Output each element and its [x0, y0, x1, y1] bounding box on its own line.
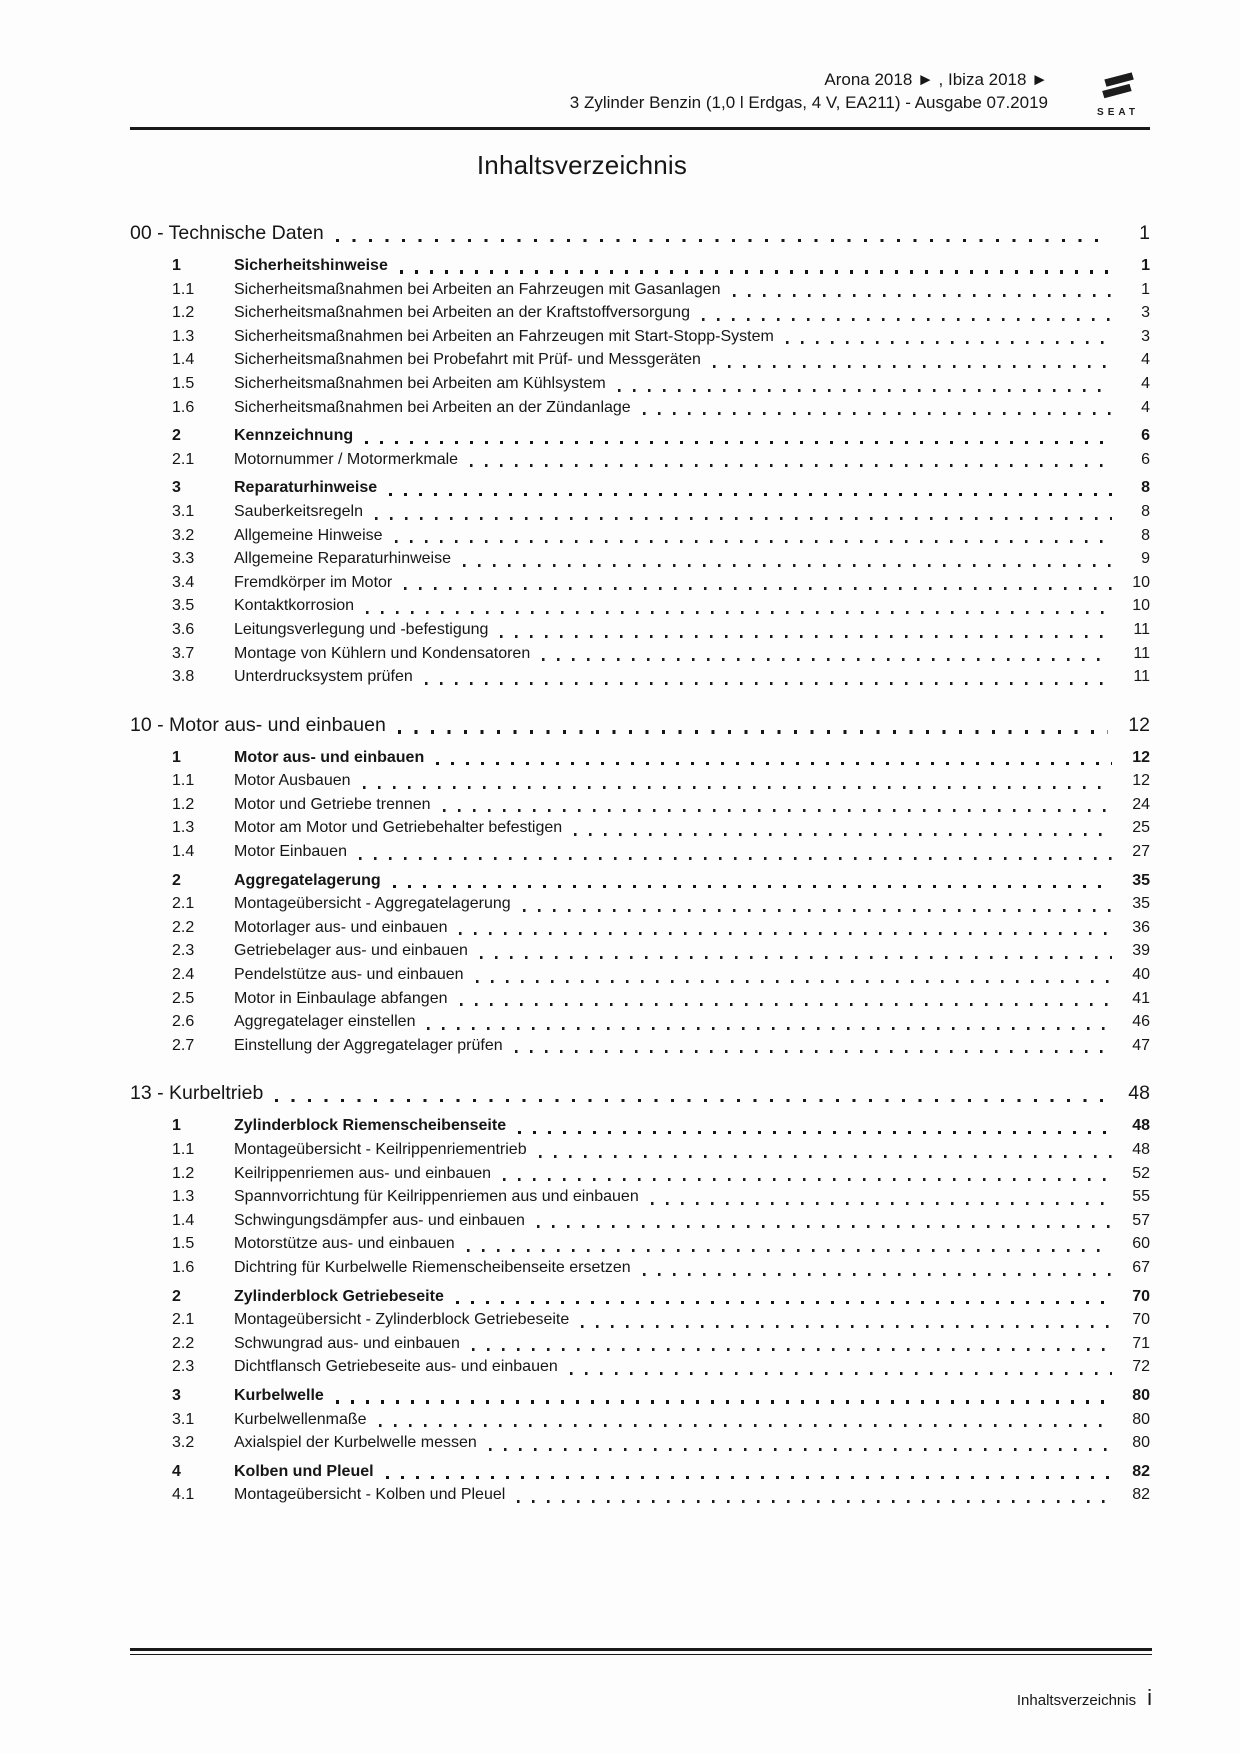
leader-dots — [472, 1348, 1112, 1351]
toc-entry-row — [130, 1408, 1150, 1432]
entry-page-number: 24 — [1132, 795, 1150, 813]
toc-entry-row — [130, 1256, 1150, 1280]
entry-title: Motorstütze aus- und einbauen — [234, 1235, 455, 1253]
leader-dots — [365, 441, 1112, 444]
leader-dots — [517, 1500, 1112, 1503]
toc-entry-row — [130, 348, 1150, 372]
entry-number: 4 — [172, 1462, 181, 1480]
leader-dots — [702, 318, 1112, 321]
entry-page-number: 35 — [1132, 895, 1150, 913]
entry-page-number: 10 — [1132, 597, 1150, 615]
leader-dots — [537, 1225, 1112, 1228]
leader-dots — [515, 1050, 1112, 1053]
toc-entry-row — [130, 963, 1150, 987]
toc-entry-row — [130, 840, 1150, 864]
leader-dots — [359, 857, 1112, 860]
toc-entry-row — [130, 816, 1150, 840]
toc-entry-row — [130, 1483, 1150, 1507]
leader-dots — [379, 1424, 1112, 1427]
toc-entry-row — [130, 642, 1150, 666]
entry-title: Dichtflansch Getriebeseite aus- und einbauen — [234, 1358, 558, 1376]
entry-number: 3.2 — [172, 526, 195, 544]
entry-number: 2.1 — [172, 1311, 195, 1329]
toc-entry-row — [130, 524, 1150, 548]
entry-title: Schwingungsdämpfer aus- und einbauen — [234, 1211, 525, 1229]
leader-dots — [456, 1301, 1112, 1304]
entry-title: Motornummer / Motormerkmale — [234, 450, 459, 468]
chapter-page-number: 12 — [1128, 713, 1150, 736]
entry-page-number: 3 — [1141, 304, 1150, 322]
entry-number: 1.6 — [172, 1258, 195, 1276]
toc-entry-row — [130, 1114, 1150, 1138]
entry-title: Motor und Getriebe trennen — [234, 795, 431, 813]
entry-page-number: 9 — [1141, 550, 1150, 568]
entry-page-number: 27 — [1132, 843, 1150, 861]
toc-entry-row — [130, 1460, 1150, 1484]
leader-dots — [336, 1400, 1112, 1403]
entry-number: 3.7 — [172, 644, 195, 662]
entry-title: Kennzeichnung — [234, 427, 354, 445]
header-line-engine: 3 Zylinder Benzin (1,0 l Erdgas, 4 V, EA211) - Ausgabe 07.2019 — [569, 93, 1048, 112]
entry-page-number: 6 — [1141, 427, 1150, 445]
toc-chapter-row — [130, 219, 1150, 247]
toc-entry-row — [130, 1034, 1150, 1058]
entry-number: 3 — [172, 479, 181, 497]
seat-s-icon — [1095, 66, 1141, 106]
footer-line — [130, 1685, 1152, 1711]
footer-rule — [130, 1648, 1152, 1655]
entry-number: 1.2 — [172, 304, 195, 322]
leader-dots — [404, 587, 1112, 590]
entry-title: Keilrippenriemen aus- und einbauen — [234, 1164, 492, 1182]
entry-number: 3.4 — [172, 573, 195, 591]
entry-title: Kontaktkorrosion — [234, 597, 355, 615]
entry-number: 2.1 — [172, 450, 195, 468]
entry-title: Einstellung der Aggregatelager prüfen — [234, 1036, 503, 1054]
toc-entry-row — [130, 372, 1150, 396]
leader-dots — [389, 493, 1112, 496]
seat-logo — [1086, 66, 1150, 118]
leader-dots — [570, 1372, 1112, 1375]
entry-page-number: 8 — [1141, 479, 1150, 497]
entry-number: 3.3 — [172, 550, 195, 568]
entry-number: 1.2 — [172, 795, 195, 813]
toc-entry-row — [130, 769, 1150, 793]
entry-number: 1.3 — [172, 819, 195, 837]
entry-page-number: 46 — [1132, 1013, 1150, 1031]
entry-number: 1.1 — [172, 772, 195, 790]
entry-number: 3.5 — [172, 597, 195, 615]
leader-dots — [503, 1178, 1112, 1181]
toc-entry-row — [130, 1162, 1150, 1186]
entry-title: Montageübersicht - Kolben und Pleuel — [234, 1486, 506, 1504]
entry-page-number: 10 — [1132, 573, 1150, 591]
entry-page-number: 80 — [1132, 1386, 1150, 1404]
entry-number: 1.5 — [172, 1235, 195, 1253]
entry-number: 2.3 — [172, 1358, 195, 1376]
entry-number: 1.1 — [172, 280, 195, 298]
toc-entry-row — [130, 987, 1150, 1011]
entry-number: 1.1 — [172, 1141, 195, 1158]
leader-dots — [713, 365, 1112, 368]
entry-page-number: 60 — [1132, 1235, 1150, 1253]
leader-dots — [400, 270, 1112, 273]
entry-page-number: 1 — [1141, 257, 1150, 274]
entry-page-number: 12 — [1132, 748, 1150, 766]
chapter-entries — [130, 254, 1150, 689]
entry-number: 2.2 — [172, 918, 195, 936]
toc-entry-row — [130, 793, 1150, 817]
chapter-title: 00 - Technische Daten — [130, 222, 324, 244]
entry-page-number: 12 — [1132, 772, 1150, 790]
entry-number: 2 — [172, 871, 181, 889]
leader-dots — [574, 833, 1112, 836]
leader-dots — [463, 564, 1112, 567]
entry-number: 2.2 — [172, 1334, 195, 1352]
leader-dots — [470, 464, 1112, 467]
entry-page-number: 25 — [1132, 819, 1150, 837]
leader-dots — [427, 1027, 1112, 1030]
leader-dots — [336, 239, 1108, 242]
entry-title: Montageübersicht - Aggregatelagerung — [234, 895, 511, 913]
entry-page-number: 70 — [1132, 1311, 1150, 1329]
toc-entry-row — [130, 1209, 1150, 1233]
entry-page-number: 3 — [1141, 327, 1150, 345]
toc-entry-row — [130, 746, 1150, 770]
page-title: Inhaltsverzeichnis — [476, 150, 688, 180]
entry-page-number: 80 — [1132, 1434, 1150, 1452]
entry-number: 2.1 — [172, 895, 195, 913]
entry-title: Sicherheitsmaßnahmen bei Probefahrt mit Prüf- und Messgeräten — [234, 351, 701, 369]
entry-number: 2.4 — [172, 966, 195, 984]
entry-title: Kolben und Pleuel — [234, 1462, 374, 1480]
toc-entry-row — [130, 665, 1150, 689]
leader-dots — [489, 1448, 1112, 1451]
entry-title: Motor Einbauen — [234, 843, 347, 861]
entry-title: Sicherheitsmaßnahmen bei Arbeiten an der Kraftstoffversorgung — [234, 304, 690, 322]
entry-page-number: 8 — [1141, 526, 1150, 544]
entry-number: 1 — [172, 257, 181, 274]
chapter-entries — [130, 746, 1150, 1058]
entry-title: Sicherheitsmaßnahmen bei Arbeiten an Fahrzeugen mit Start-Stopp-System — [234, 327, 774, 345]
entry-number: 3.1 — [172, 502, 195, 520]
entry-number: 1.3 — [172, 327, 195, 345]
chapter-page-number: 48 — [1128, 1082, 1150, 1105]
entry-page-number: 48 — [1132, 1141, 1150, 1158]
chapter-title: 13 - Kurbeltrieb — [130, 1082, 264, 1105]
toc-entry-row — [130, 424, 1150, 448]
toc-entry-row — [130, 448, 1150, 472]
entry-page-number: 72 — [1132, 1358, 1150, 1376]
toc-entry-row — [130, 869, 1150, 893]
leader-dots — [386, 1476, 1112, 1479]
entry-number: 3.2 — [172, 1434, 195, 1452]
toc-chapter-row — [130, 711, 1150, 739]
entry-page-number: 11 — [1133, 644, 1150, 662]
footer-page-number: i — [1147, 1685, 1152, 1710]
entry-title: Motor Ausbauen — [234, 772, 351, 790]
leader-dots — [518, 1131, 1112, 1134]
entry-page-number: 4 — [1141, 351, 1150, 369]
entry-title: Sicherheitsmaßnahmen bei Arbeiten am Kühlsystem — [234, 374, 606, 392]
leader-dots — [651, 1202, 1112, 1205]
entry-title: Sauberkeitsregeln — [234, 502, 363, 520]
entry-page-number: 35 — [1132, 871, 1150, 889]
entry-number: 2 — [172, 1287, 181, 1305]
entry-number: 3.6 — [172, 620, 195, 638]
entry-title: Leitungsverlegung und -befestigung — [234, 620, 489, 638]
entry-page-number: 82 — [1132, 1486, 1150, 1504]
entry-title: Spannvorrichtung für Keilrippenriemen aus und einbauen — [234, 1188, 639, 1206]
entry-title: Reparaturhinweise — [234, 479, 378, 497]
entry-page-number: 48 — [1132, 1117, 1150, 1135]
toc-entry-row — [130, 618, 1150, 642]
entry-page-number: 40 — [1132, 966, 1150, 984]
leader-dots — [643, 412, 1112, 415]
leader-dots — [786, 341, 1112, 344]
leader-dots — [523, 909, 1112, 912]
header-line-models: Arona 2018 ► , Ibiza 2018 ► — [824, 70, 1048, 89]
toc-entry-row — [130, 1355, 1150, 1379]
toc-entry-row — [130, 1384, 1150, 1408]
leader-dots — [398, 730, 1108, 733]
toc-entry-row — [130, 1138, 1150, 1162]
toc-entry-row — [130, 254, 1150, 278]
entry-number: 1.4 — [172, 351, 195, 369]
entry-page-number: 82 — [1132, 1462, 1150, 1480]
entry-title: Motorlager aus- und einbauen — [234, 918, 448, 936]
leader-dots — [443, 809, 1112, 812]
toc-entry-row — [130, 571, 1150, 595]
entry-title: Axialspiel der Kurbelwelle messen — [234, 1434, 477, 1452]
entry-title: Zylinderblock Getriebeseite — [234, 1287, 444, 1305]
entry-page-number: 71 — [1132, 1334, 1150, 1352]
entry-page-number: 67 — [1132, 1258, 1150, 1276]
toc-entry-row — [130, 500, 1150, 524]
entry-title: Fremdkörper im Motor — [234, 573, 393, 591]
entry-number: 1.3 — [172, 1188, 195, 1206]
table-of-contents — [130, 219, 1150, 1507]
leader-dots — [539, 1155, 1112, 1158]
entry-title: Sicherheitsmaßnahmen bei Arbeiten an Fahrzeugen mit Gasanlagen — [234, 280, 721, 298]
seat-logo-wordmark: SEAT — [1097, 107, 1139, 118]
entry-number: 1.5 — [172, 374, 195, 392]
toc-entry-row — [130, 916, 1150, 940]
entry-number: 1 — [172, 748, 181, 766]
entry-title: Montageübersicht - Keilrippenriementrieb — [234, 1141, 527, 1158]
entry-title: Motor in Einbaulage abfangen — [234, 989, 448, 1007]
leader-dots — [460, 1003, 1113, 1006]
leader-dots — [366, 611, 1112, 614]
toc-entry-row — [130, 1308, 1150, 1332]
entry-title: Montage von Kühlern und Kondensatoren — [234, 644, 531, 662]
leader-dots — [542, 658, 1112, 661]
toc-entry-row — [130, 1285, 1150, 1309]
leader-dots — [480, 956, 1112, 959]
toc-entry-row — [130, 939, 1150, 963]
entry-page-number: 52 — [1132, 1164, 1150, 1182]
entry-page-number: 11 — [1133, 668, 1150, 686]
leader-dots — [275, 1099, 1108, 1102]
entry-page-number: 80 — [1132, 1410, 1150, 1428]
leader-dots — [436, 762, 1112, 765]
entry-number: 3 — [172, 1386, 181, 1404]
toc-entry-row — [130, 476, 1150, 500]
entry-title: Sicherheitsmaßnahmen bei Arbeiten an der Zündanlage — [234, 398, 631, 416]
entry-page-number: 70 — [1132, 1287, 1150, 1305]
toc-entry-row — [130, 594, 1150, 618]
entry-title: Kurbelwelle — [234, 1386, 324, 1404]
entry-number: 2.7 — [172, 1036, 195, 1054]
entry-page-number: 55 — [1132, 1188, 1150, 1206]
entry-number: 2 — [172, 427, 181, 445]
entry-page-number: 57 — [1132, 1211, 1150, 1229]
toc-entry-row — [130, 1010, 1150, 1034]
page-footer — [130, 1648, 1152, 1711]
page-header — [130, 68, 1150, 118]
toc-entry-row — [130, 1332, 1150, 1356]
entry-title: Kurbelwellenmaße — [234, 1410, 367, 1428]
entry-page-number: 39 — [1132, 942, 1150, 960]
entry-number: 3.1 — [172, 1410, 195, 1428]
toc-section — [130, 219, 1150, 689]
toc-chapter-row — [130, 1079, 1150, 1107]
entry-title: Zylinderblock Riemenscheibenseite — [234, 1117, 507, 1135]
entry-number: 1.4 — [172, 1211, 195, 1229]
entry-number: 1.6 — [172, 398, 195, 416]
leader-dots — [476, 980, 1112, 983]
entry-page-number: 8 — [1141, 502, 1150, 520]
leader-dots — [618, 389, 1112, 392]
leader-dots — [643, 1273, 1112, 1276]
entry-number: 2.6 — [172, 1013, 195, 1031]
entry-number: 1 — [172, 1117, 181, 1135]
entry-title: Schwungrad aus- und einbauen — [234, 1334, 460, 1352]
leader-dots — [425, 682, 1112, 685]
entry-title: Allgemeine Reparaturhinweise — [234, 550, 452, 568]
leader-dots — [500, 635, 1112, 638]
toc-entry-row — [130, 396, 1150, 420]
entry-number: 2.5 — [172, 989, 195, 1007]
toc-entry-row — [130, 1185, 1150, 1209]
leader-dots — [459, 932, 1112, 935]
toc-entry-row — [130, 547, 1150, 571]
entry-page-number: 36 — [1132, 918, 1150, 936]
entry-title: Motor aus- und einbauen — [234, 748, 425, 766]
entry-title: Motor am Motor und Getriebehalter befestigen — [234, 819, 563, 837]
leader-dots — [581, 1325, 1112, 1328]
footer-label: Inhaltsverzeichnis — [1016, 1692, 1137, 1709]
entry-page-number: 11 — [1133, 620, 1150, 638]
leader-dots — [395, 540, 1112, 543]
entry-number: 4.1 — [172, 1486, 195, 1504]
header-text — [570, 68, 1048, 114]
entry-page-number: 6 — [1141, 450, 1150, 468]
entry-number: 2.3 — [172, 942, 195, 960]
toc-entry-row — [130, 301, 1150, 325]
entry-number: 1.4 — [172, 843, 195, 861]
entry-title: Aggregatelagerung — [234, 871, 381, 889]
entry-page-number: 41 — [1132, 989, 1150, 1007]
entry-title: Sicherheitshinweise — [234, 257, 388, 274]
entry-title: Getriebelager aus- und einbauen — [234, 942, 468, 960]
entry-title: Allgemeine Hinweise — [234, 526, 383, 544]
entry-page-number: 1 — [1141, 280, 1150, 298]
toc-entry-row — [130, 278, 1150, 302]
chapter-title: 10 - Motor aus- und einbauen — [130, 713, 386, 736]
leader-dots — [733, 294, 1112, 297]
chapter-entries — [130, 1114, 1150, 1507]
toc-entry-row — [130, 1431, 1150, 1455]
chapter-page-number: 1 — [1139, 222, 1150, 244]
entry-title: Montageübersicht - Zylinderblock Getriebeseite — [234, 1311, 570, 1329]
leader-dots — [467, 1249, 1112, 1252]
entry-page-number: 4 — [1141, 374, 1150, 392]
toc-entry-row — [130, 325, 1150, 349]
entry-title: Dichtring für Kurbelwelle Riemenscheibenseite ersetzen — [234, 1258, 631, 1276]
entry-page-number: 47 — [1132, 1036, 1150, 1054]
leader-dots — [375, 517, 1112, 520]
leader-dots — [393, 885, 1112, 888]
toc-section — [130, 1079, 1150, 1507]
entry-title: Aggregatelager einstellen — [234, 1013, 416, 1031]
toc-entry-row — [130, 892, 1150, 916]
toc-entry-row — [130, 1232, 1150, 1256]
entry-title: Unterdrucksystem prüfen — [234, 668, 413, 686]
entry-number: 3.8 — [172, 668, 195, 686]
toc-section — [130, 711, 1150, 1058]
entry-title: Pendelstütze aus- und einbauen — [234, 966, 464, 984]
leader-dots — [363, 786, 1112, 789]
entry-page-number: 4 — [1141, 398, 1150, 416]
entry-number: 1.2 — [172, 1164, 195, 1182]
header-rule — [130, 127, 1150, 130]
